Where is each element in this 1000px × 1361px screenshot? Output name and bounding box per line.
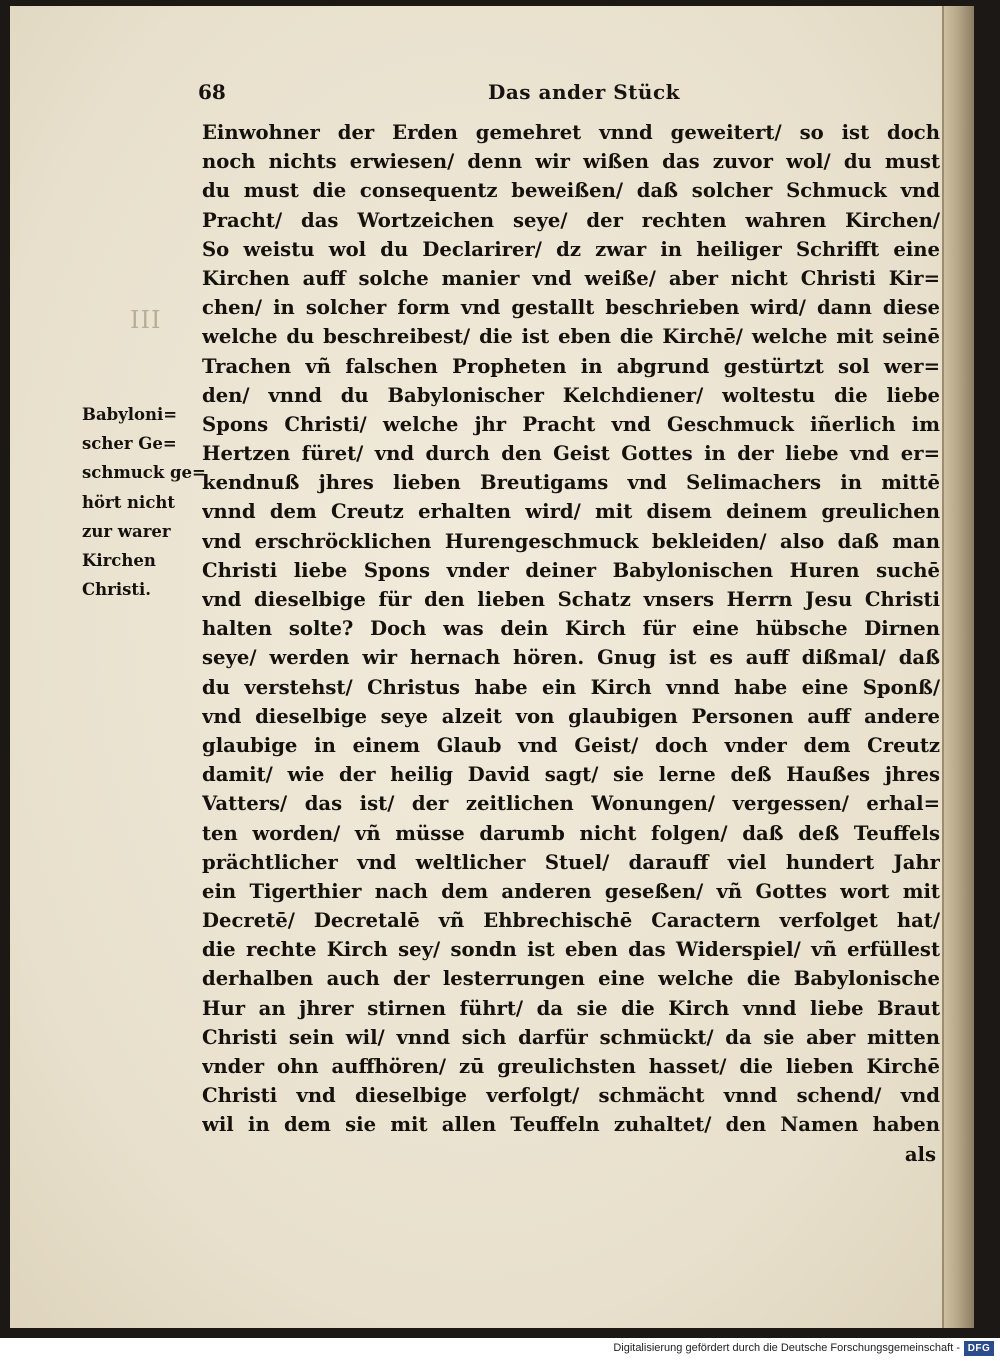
funding-notice: Digitalisierung gefördert durch die Deutsche Forschungsgemeinschaft - (613, 1342, 960, 1354)
text-line: den/ vnnd du Babylonischer Kelchdiener/ woltestu die liebe (202, 383, 940, 407)
catchword: als (904, 1142, 936, 1166)
marginal-note-line: Kirchen (82, 550, 156, 570)
text-line: Hertzen füret/ vnd durch den Geist Gottes in der liebe vnd er= (202, 442, 940, 466)
text-line: Christi sein wil/ vnnd sich darfür schmückt/ da sie aber mitten (202, 1025, 940, 1049)
marginal-note (82, 400, 206, 604)
text-line: derhalben auch der lesterrungen eine welche die Babylonische (202, 967, 940, 991)
text-line: vnd dieselbige seye alzeit von glaubigen Personen auff andere (202, 704, 940, 728)
marginal-note-line: schmuck ge= (82, 463, 206, 483)
text-line: Decretē/ Decretalē vñ Ehbrechischē Caractern verfolget hat/ (202, 909, 940, 933)
text-line: Kirchen auff solche manier vnd weiße/ aber nicht Christi Kir= (202, 266, 940, 290)
text-line: glaubige in einem Glaub vnd Geist/ doch vnder dem Creutz (202, 733, 940, 757)
text-line: du must die consequentz beweißen/ daß solcher Schmuck vnd (202, 179, 940, 203)
book-binding (944, 6, 974, 1328)
text-line: ten worden/ vñ müsse darumb nicht folgen/ daß deß Teuffels (202, 821, 940, 845)
text-line: chen/ in solcher form vnd gestallt beschrieben wird/ dann diese (202, 296, 940, 320)
text-line: Christi vnd dieselbige verfolgt/ schmächt vnnd schend/ vnd (202, 1084, 940, 1108)
text-line: Christi liebe Spons vnder deiner Babylonischen Huren suchē (202, 558, 940, 582)
running-head: Das ander Stück (488, 80, 680, 104)
text-line: prächtlicher vnd weltlicher Stuel/ darauff viel hundert Jahr (202, 850, 940, 874)
text-line: halten solte? Doch was dein Kirch für eine hübsche Dirnen (202, 617, 940, 641)
text-line: vnd dieselbige für den lieben Schatz vnsers Herrn Jesu Christi (202, 588, 940, 611)
marginal-note-line: hört nicht (82, 492, 175, 512)
dfg-logo: DFG (964, 1341, 994, 1356)
marginal-note-line: scher Ge= (82, 434, 177, 454)
text-line: damit/ wie der heilig David sagt/ sie lerne deß Haußes jhres (202, 763, 940, 787)
text-line: du verstehst/ Christus habe ein Kirch vnnd habe eine Sponß/ (202, 675, 940, 699)
marginal-note-line: zur warer (82, 521, 171, 541)
text-line: So weistu wol du Declarirer/ dz zwar in heiliger Schrifft eine (202, 237, 940, 261)
text-line: Spons Christi/ welche jhr Pracht vnd Geschmuck iñerlich im (202, 412, 940, 436)
text-line: wil in dem sie mit allen Teuffeln zuhaltet/ den Namen haben (202, 1113, 940, 1137)
text-line: Vatters/ das ist/ der zeitlichen Wonungen/ vergessen/ erhal= (202, 792, 940, 816)
digitization-footer (0, 1338, 1000, 1361)
text-line: ein Tigerthier nach dem anderen geseßen/ vñ Gottes wort mit (202, 879, 940, 903)
text-line: vnd erschröcklichen Hurengeschmuck bekleiden/ also daß man (202, 529, 940, 553)
text-line: kendnuß jhres lieben Breutigams vnd Selimachers in mittē (202, 471, 940, 495)
text-line: welche du beschreibest/ die ist eben die Kirchē/ welche mit seinē (202, 325, 940, 349)
text-line: die rechte Kirch sey/ sondn ist eben das Widerspiel/ vñ erfüllest (202, 938, 940, 962)
text-line: Trachen vñ falschen Propheten in abgrund gestürtzt sol wer= (202, 354, 940, 378)
marginal-note-line: Babyloni= (82, 405, 178, 424)
text-line: vnnd dem Creutz erhalten wird/ mit disem deinem greulichen (202, 500, 940, 524)
text-line: Hur an jhrer stirnen führt/ da sie die Kirch vnnd liebe Braut (202, 996, 940, 1020)
text-line: seye/ werden wir hernach hören. Gnug ist es auff dißmal/ daß (202, 646, 940, 670)
page-edge (942, 6, 944, 1328)
body-text (202, 118, 940, 1169)
page-number: 68 (198, 80, 226, 104)
text-line: Einwohner der Erden gemehret vnnd geweitert/ so ist doch (202, 121, 940, 144)
text-line: vnder ohn auffhören/ zū greulichsten hasset/ die lieben Kirchē (202, 1055, 940, 1078)
marginal-mark: III (130, 306, 162, 334)
text-line: Pracht/ das Wortzeichen seye/ der rechten wahren Kirchen/ (202, 208, 940, 232)
marginal-note-line: Christi. (82, 580, 152, 600)
text-line: noch nichts erwiesen/ denn wir wißen das zuvor wol/ du must (202, 150, 940, 174)
